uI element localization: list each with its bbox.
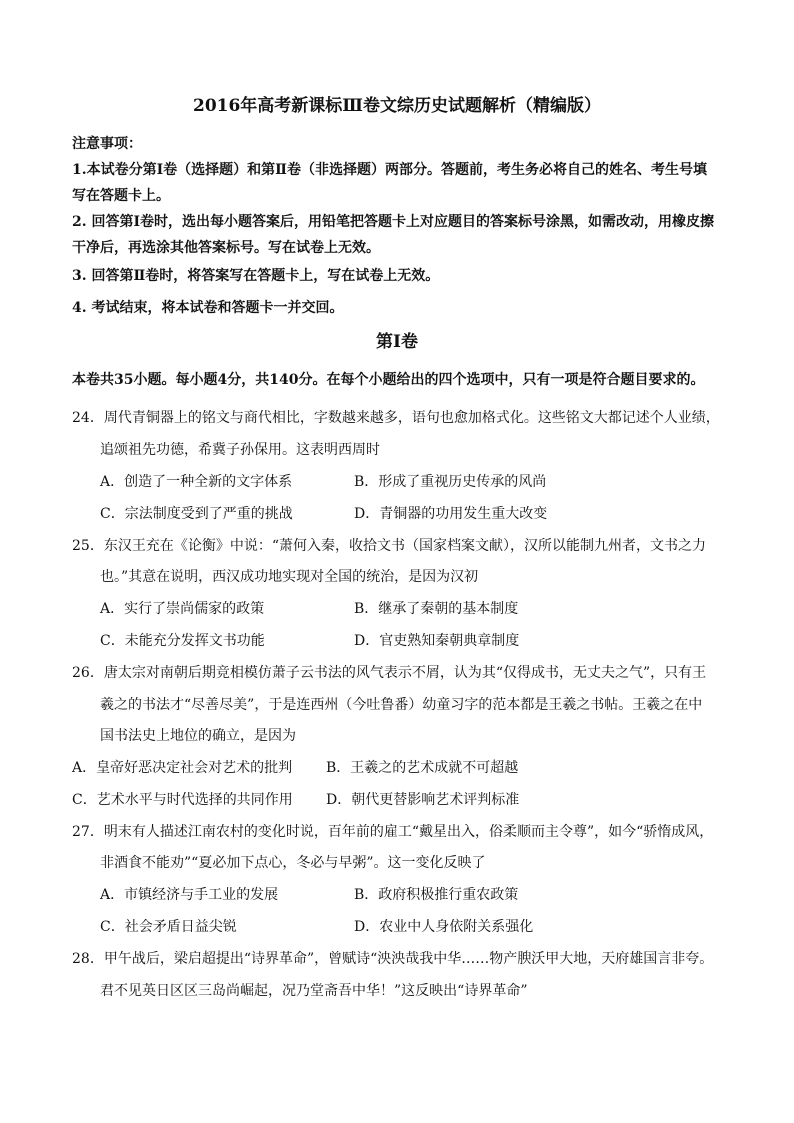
question-25-option-a: A．实行了崇尚儒家的政策 — [100, 601, 265, 617]
page-title: 2016年高考新课标Ⅲ卷文综历史试题解析（精编版） — [192, 96, 602, 116]
question-26-option-a: A．皇帝好恶决定社会对艺术的批判 — [72, 760, 293, 776]
question-24-option-d: D．青铜器的功用发生重大改变 — [354, 506, 548, 522]
question-26-line: 国书法史上地位的确立，是因为 — [100, 728, 296, 744]
question-24-line: 追颂祖先功德，希冀子孙保用。这表明西周时 — [100, 442, 380, 458]
question-25-option-b: B．继承了秦朝的基本制度 — [354, 601, 519, 617]
question-24-option-a: A．创造了一种全新的文字体系 — [100, 474, 293, 490]
question-27-line: 非酒食不能劝”“夏必加下点心，冬必与早粥”。这一变化反映了 — [100, 855, 486, 871]
notice-line: 4. 考试结束，将本试卷和答题卡一并交回。 — [72, 300, 344, 316]
notice-line: 写在答题卡上。 — [72, 188, 170, 204]
notice-line: 2. 回答第Ⅰ卷时，选出每小题答案后，用铅笔把答题卡上对应题目的答案标号涂黑，如需改动，用橡皮擦 — [72, 214, 715, 230]
notice-line: 干净后，再选涂其他答案标号。写在试卷上无效。 — [72, 240, 380, 256]
question-25-line: 也。”其意在说明，西汉成功地实现对全国的统治，是因为汉初 — [100, 569, 479, 585]
question-25-option-d: D．官吏熟知秦朝典章制度 — [354, 633, 520, 649]
question-27-option-b: B．政府积极推行重农政策 — [354, 887, 519, 903]
section-instruction: 本卷共35小题。每小题4分，共140分。在每个小题给出的四个选项中，只有一项是符合题目要求的。 — [72, 372, 705, 388]
question-28-line: 28．甲午战后，梁启超提出“诗界革命”，曾赋诗“泱泱哉我中华……物产腴沃甲大地，天府雄国言非夸。 — [72, 951, 714, 967]
question-26-option-b: B．王羲之的艺术成就不可超越 — [326, 760, 519, 776]
question-27-option-d: D．农业中人身依附关系强化 — [354, 919, 534, 935]
question-24-line: 24．周代青铜器上的铭文与商代相比，字数越来越多，语句也愈加格式化。这些铭文大都记述个人业绩， — [72, 410, 720, 426]
question-26-option-d: D．朝代更替影响艺术评判标准 — [326, 792, 520, 808]
question-25-line: 25．东汉王充在《论衡》中说：“萧何入秦，收拾文书（国家档案文献），汉所以能制九州者，文书之力 — [72, 538, 706, 554]
notice-line: 1.本试卷分第Ⅰ卷（选择题）和第Ⅱ卷（非选择题）两部分。答题前，考生务必将自己的姓名、考生号填 — [72, 162, 707, 178]
notice-heading: 注意事项： — [72, 136, 142, 152]
question-24-option-c: C．宗法制度受到了严重的挑战 — [100, 506, 293, 522]
section-title: 第Ⅰ卷 — [376, 332, 418, 352]
question-26-line: 羲之的书法才“尽善尽美”，于是连西州（今吐鲁番）幼童习字的范本都是王羲之书帖。王羲之在中 — [100, 697, 703, 713]
question-27-option-a: A．市镇经济与手工业的发展 — [100, 887, 279, 903]
question-26-option-c: C．艺术水平与时代选择的共同作用 — [72, 792, 293, 808]
question-25-option-c: C．未能充分发挥文书功能 — [100, 633, 265, 649]
question-27-line: 27．明末有人描述江南农村的变化时说，百年前的雇工“戴星出入，俗柔顺而主令尊”，如今“骄惰成风， — [72, 824, 714, 840]
question-24-option-b: B．形成了重视历史传承的风尚 — [354, 474, 547, 490]
question-28-line: 君不见英日区区三岛尚崛起，况乃堂斋吾中华！”这反映出“诗界革命” — [100, 983, 528, 999]
question-27-option-c: C．社会矛盾日益尖锐 — [100, 919, 237, 935]
question-26-line: 26．唐太宗对南朝后期竞相模仿萧子云书法的风气表示不屑，认为其“仅得成书，无丈夫之气”，只有王 — [72, 665, 707, 681]
notice-line: 3. 回答第Ⅱ卷时，将答案写在答题卡上，写在试卷上无效。 — [72, 268, 440, 284]
